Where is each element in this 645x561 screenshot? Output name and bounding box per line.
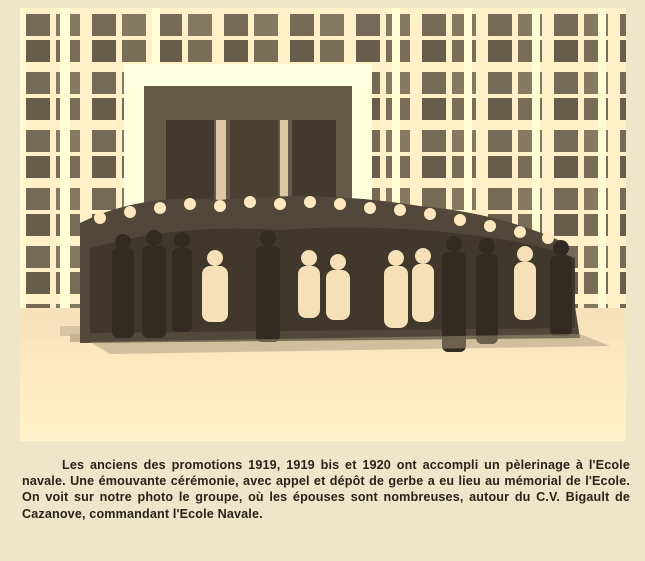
group-photo-drawing	[20, 8, 626, 441]
photo-caption: Les anciens des promotions 1919, 1919 bis et 1920 ont accompli un pèlerinage à l'Ecole navale. Une émouvante cérémonie, avec appel et dépôt de gerbe a eu lieu au mémorial de l'Ecole. On voit sur notre photo le groupe, où les épouses sont nombreuses, autour du C.V. Bigault de Cazanove, commandant l'Ecole Navale.	[22, 458, 630, 521]
group-photo	[20, 8, 626, 441]
